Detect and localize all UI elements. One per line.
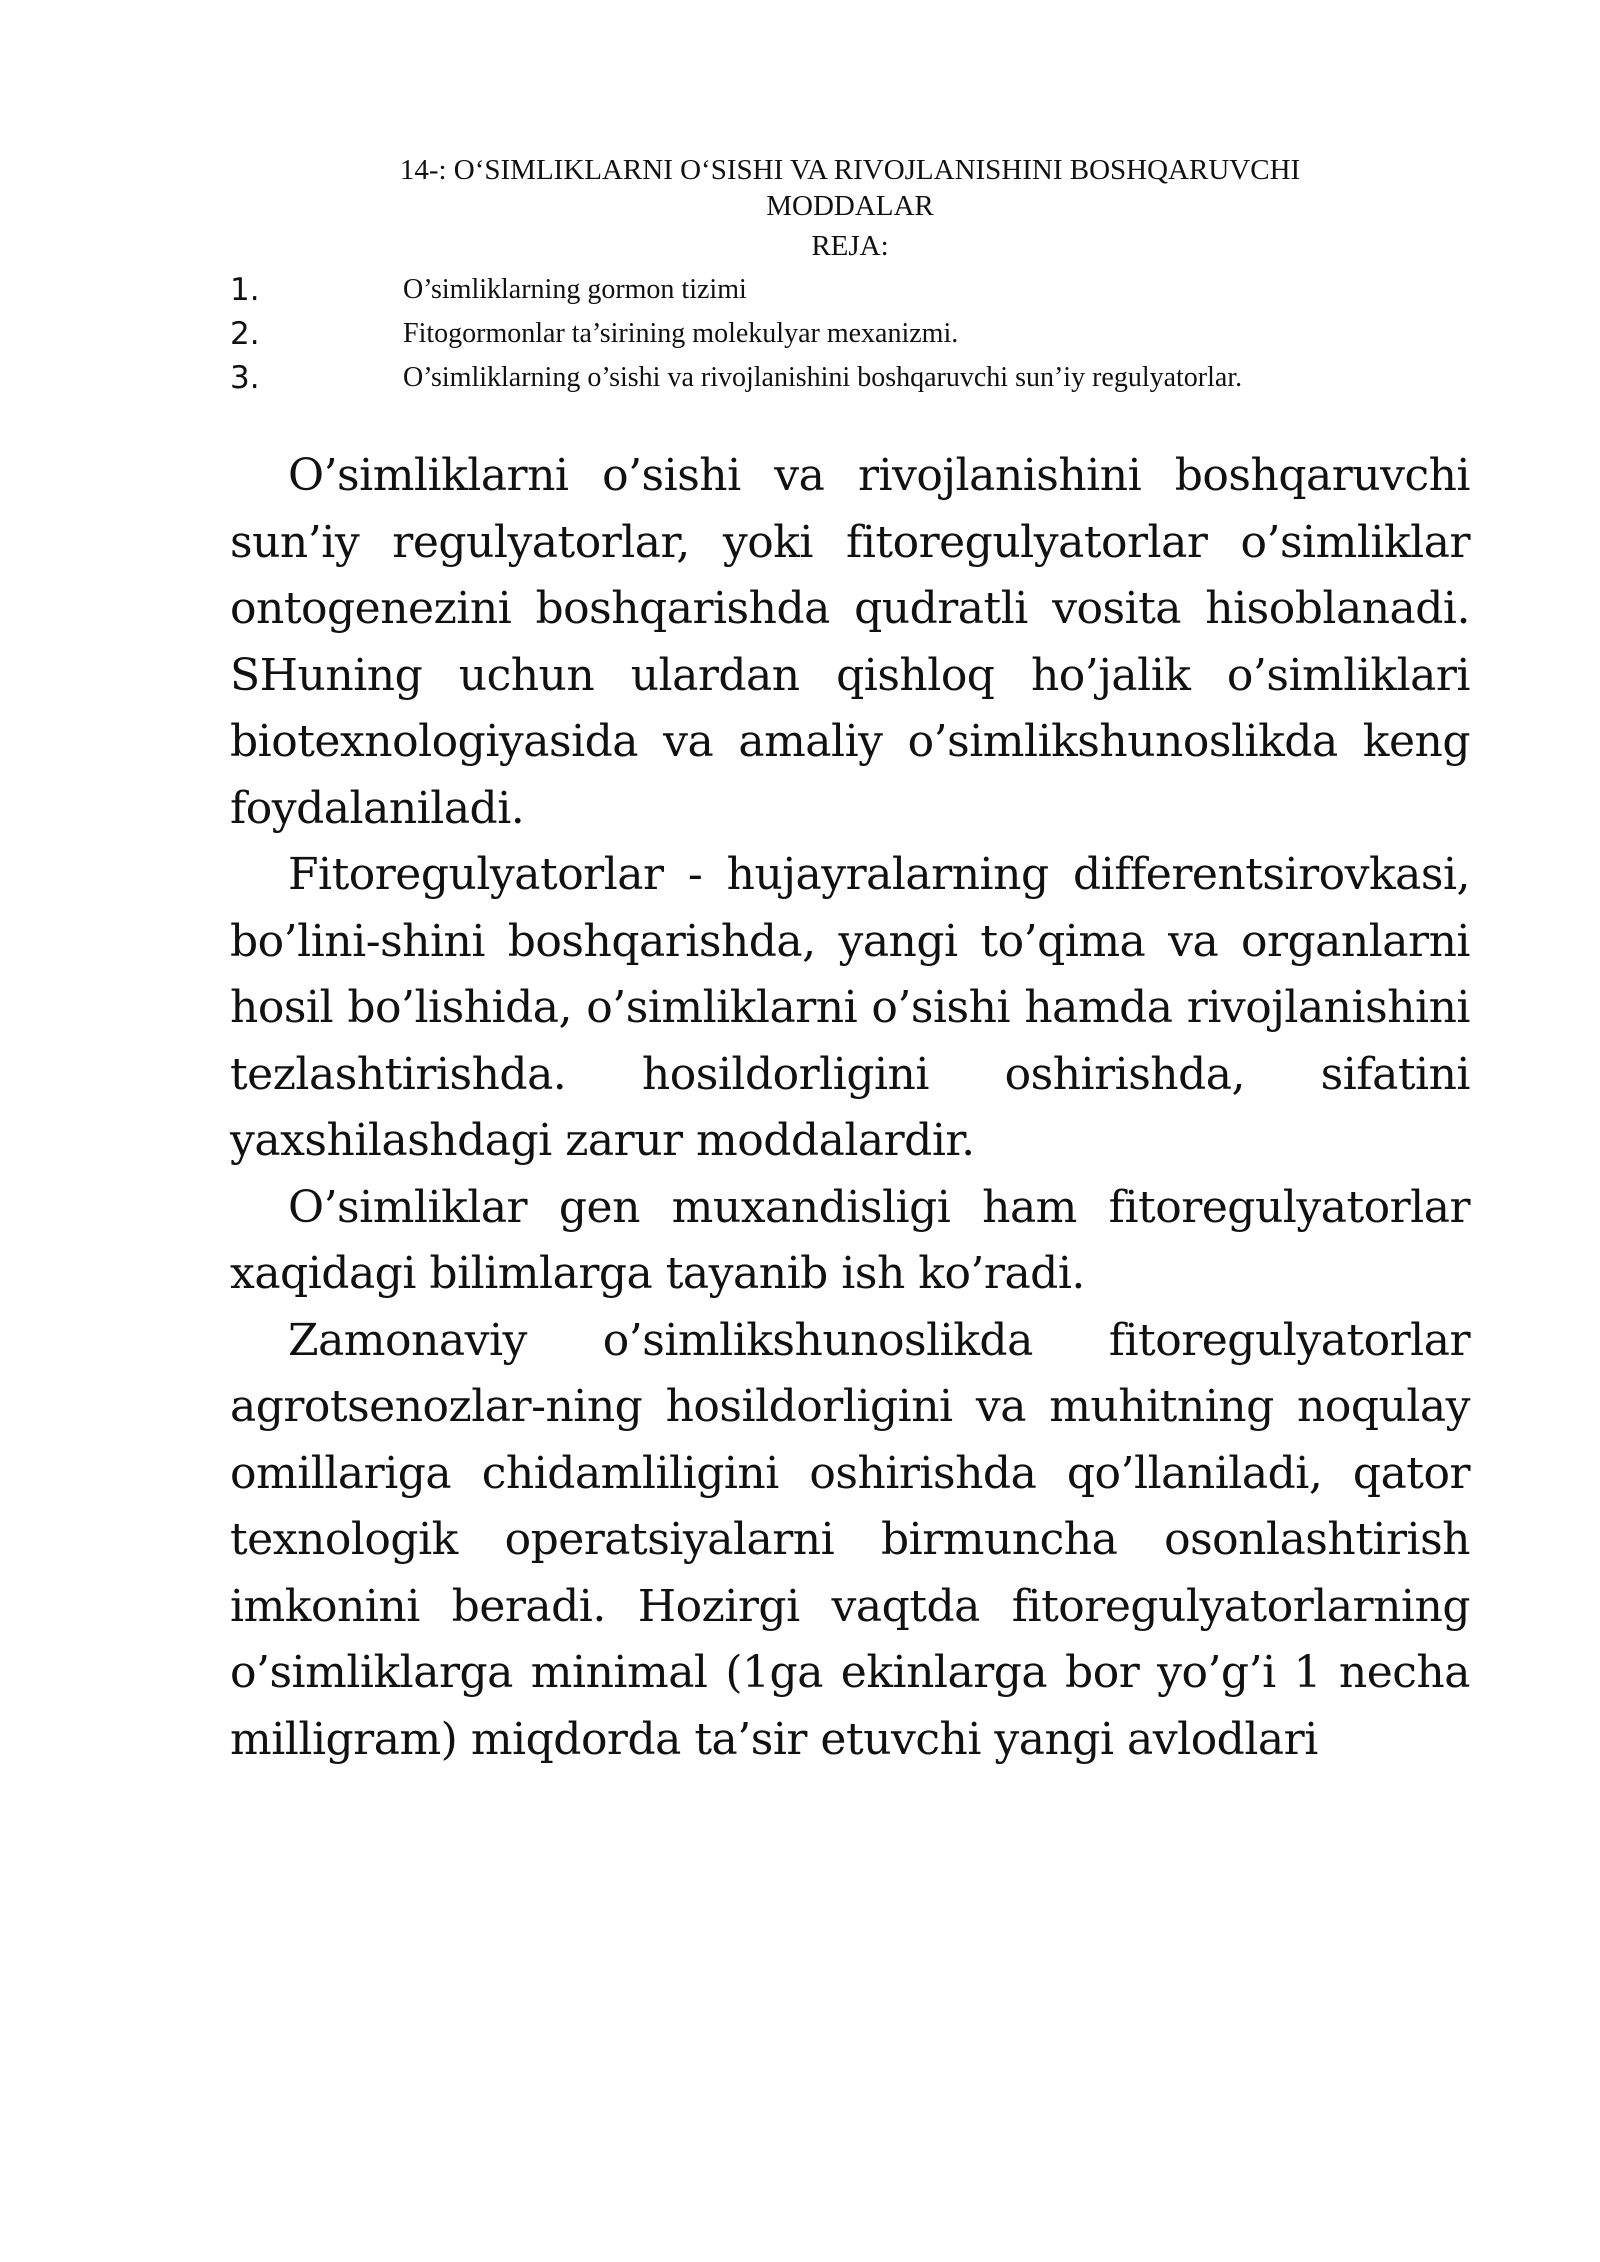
body-paragraph: Zamonaviy o’simlikshunoslikda fitoregulyatorlar agrotsenozlar-ning hosildorligini va muhitning noqulay omillariga chidamliligini oshirishda qo’llaniladi, qator texnologik operatsiyalarni birmuncha osonlashtirish imkonini beradi. Hozirgi vaqtda fitoregulyatorlarning o’simliklarga minimal (1ga ekinlarga bor yo’g’i 1 necha milligram) miqdorda ta’sir etuvchi yangi avlodlari — [230, 1314, 1470, 1765]
plan-item — [230, 312, 1470, 356]
title-line-1: 14-: O‘SIMLIKLARNI O‘SISHI VA RIVOJLANISHINI BOSHQARUVCHI — [399, 154, 1301, 186]
body-text — [230, 443, 1470, 1773]
body-paragraph: O’simliklarni o’sishi va rivojlanishini boshqaruvchi sun’iy regulyatorlar, yoki fitoregulyatorlar o’simliklar ontogenezini boshqarishda qudratli vosita hisoblanadi. SHuning uchun ulardan qishloq ho’jalik o’simliklari biotexnologiyasida va amaliy o’simlikshunoslikda keng foydalaniladi. — [230, 450, 1470, 834]
plan-item — [230, 356, 1470, 400]
document-title — [230, 152, 1470, 224]
plan-item-number: 3. — [230, 360, 260, 396]
body-paragraph: Fitoregulyatorlar - hujayralarning differentsirovkasi, bo’lini-shini boshqarishda, yangi to’qima va organlarni hosil bo’lishida, o’simliklarni o’sishi hamda rivojlanishini tezlashtirishda. hosildorligini oshirishda, sifatini yaxshilashdagi zarur moddalardir. — [230, 849, 1470, 1166]
plan-item-text: O’simliklarning o’sishi va rivojlanishini boshqaruvchi sun’iy regulyatorlar. — [403, 362, 1243, 393]
body-paragraph: O’simliklar gen muxandisligi ham fitoregulyatorlar xaqidagi bilimlarga tayanib ish ko’radi. — [230, 1181, 1470, 1299]
plan-item-text: O’simliklarning gormon tizimi — [403, 274, 747, 305]
plan-item-number: 1. — [230, 272, 260, 308]
plan-list — [230, 268, 1470, 400]
plan-item-text: Fitogormonlar ta’sirining molekulyar mexanizmi. — [403, 318, 959, 349]
plan-item — [230, 268, 1470, 312]
title-line-2: MODDALAR — [766, 190, 934, 222]
plan-heading: REJA: — [811, 230, 889, 262]
plan-item-number: 2. — [230, 316, 260, 352]
